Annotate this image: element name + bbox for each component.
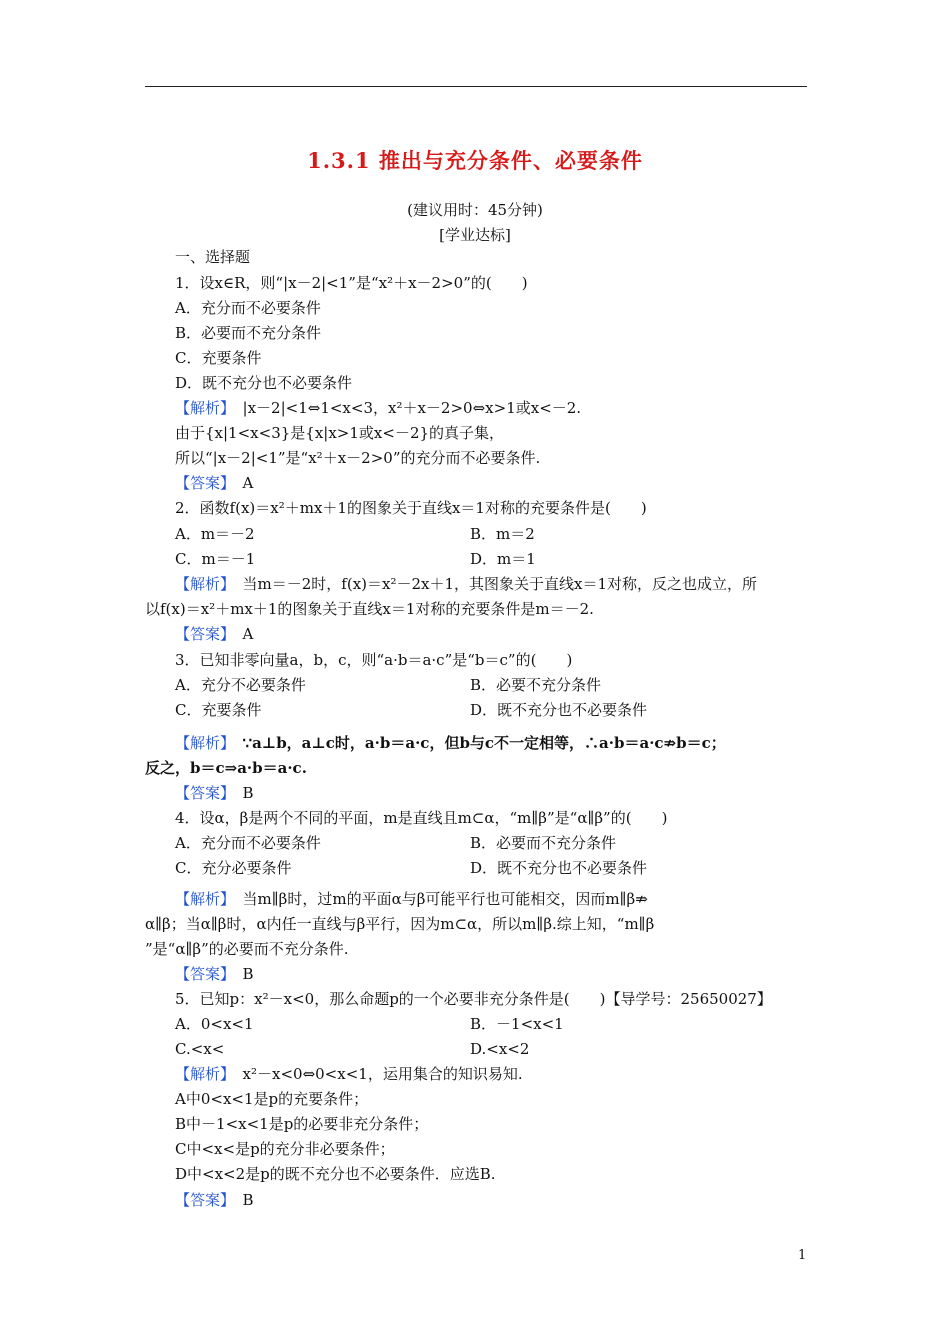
q4-option-c: C．充分必要条件 (175, 859, 292, 877)
level-label: [学业达标] (439, 226, 511, 244)
q5-option-d: D.<x<2 (470, 1040, 530, 1058)
q4-option-a: A．充分而不必要条件 (175, 834, 321, 852)
analysis-tag: 【解析】 (175, 575, 228, 593)
analysis-tag: 【解析】 (175, 399, 228, 417)
q3-option-d: D．既不充分也不必要条件 (470, 701, 648, 719)
q1-option-b: B．必要而不充分条件 (175, 324, 322, 342)
answer-tag: 【答案】 (175, 474, 228, 492)
q2-answer-line: 【答案】 A (175, 625, 254, 643)
q3-option-c: C．充要条件 (175, 701, 262, 719)
q4-stem: 4．设α，β是两个不同的平面，m是直线且m⊂α，“m∥β”是“α∥β”的( ) (175, 809, 668, 827)
q5-option-c: C.<x< (175, 1040, 225, 1058)
q5-option-b: B．－1<x<1 (470, 1015, 564, 1033)
q1-analysis-line: 所以“|x－2|<1”是“x²＋x－2>0”的充分而不必要条件. (175, 449, 541, 467)
q1-analysis-line: 【解析】 |x－2|<1⇔1<x<3，x²＋x－2>0⇔x>1或x<－2. (175, 399, 582, 417)
answer-tag: 【答案】 (175, 965, 228, 983)
answer-tag: 【答案】 (175, 625, 228, 643)
analysis-tag: 【解析】 (175, 890, 228, 908)
time-note: (建议用时：45分钟) (407, 201, 543, 219)
q4-analysis-line: ”是“α∥β”的必要而不充分条件. (145, 940, 349, 958)
q3-stem: 3．已知非零向量a，b，c，则“a·b＝a·c”是“b＝c”的( ) (175, 651, 573, 669)
q5-analysis-line: 【解析】 x²－x<0⇔0<x<1，运用集合的知识易知. (175, 1065, 523, 1083)
q2-option-a: A．m＝－2 (175, 525, 255, 543)
q5-option-a: A．0<x<1 (175, 1015, 254, 1033)
q5-answer-line: 【答案】 B (175, 1191, 254, 1209)
q4-analysis-line: α∥β；当α∥β时，α内任一直线与β平行，因为m⊂α，所以m∥β.综上知，“m∥β (145, 915, 655, 933)
q2-option-b: B．m＝2 (470, 525, 535, 543)
q4-option-b: B．必要而不充分条件 (470, 834, 617, 852)
analysis-tag: 【解析】 (175, 1065, 228, 1083)
q3-option-a: A．充分不必要条件 (175, 676, 306, 694)
q3-analysis-line: 【解析】 ∵a⊥b，a⊥c时，a·b＝a·c，但b与c不一定相等，∴a·b＝a·c⇏b＝c； (175, 734, 726, 752)
answer-tag: 【答案】 (175, 1191, 228, 1209)
q5-analysis-line: A中0<x<1是p的充要条件； (175, 1090, 369, 1108)
q2-analysis-line: 【解析】 当m＝－2时，f(x)＝x²－2x＋1，其图象关于直线x＝1对称，反之也成立，所 (175, 575, 758, 593)
q5-stem: 5．已知p：x²－x<0，那么命题p的一个必要非充分条件是( )【导学号：25650027】 (175, 990, 772, 1008)
q1-analysis-line: 由于{x|1<x<3}是{x|x>1或x<－2}的真子集， (175, 424, 505, 442)
answer-tag: 【答案】 (175, 784, 228, 802)
q1-stem: 1．设x∈R，则“|x－2|<1”是“x²＋x－2>0”的( ) (175, 274, 528, 292)
analysis-tag: 【解析】 (175, 734, 228, 752)
q2-option-c: C．m＝－1 (175, 550, 256, 568)
q3-answer-line: 【答案】 B (175, 784, 254, 802)
q5-analysis-line: D中<x<2是p的既不充分也不必要条件．应选B. (175, 1165, 496, 1183)
q4-option-d: D．既不充分也不必要条件 (470, 859, 648, 877)
section-heading: 一、选择题 (175, 248, 251, 266)
q4-answer-line: 【答案】 B (175, 965, 254, 983)
q3-analysis-line: 反之，b＝c⇒a·b＝a·c. (145, 759, 307, 777)
page-number: 1 (798, 1248, 807, 1263)
q4-analysis-line: 【解析】 当m∥β时，过m的平面α与β可能平行也可能相交，因而m∥β⇏ (175, 890, 648, 908)
q1-answer-line: 【答案】 A (175, 474, 254, 492)
q2-option-d: D．m＝1 (470, 550, 536, 568)
header-rule (145, 86, 807, 87)
q2-stem: 2．函数f(x)＝x²＋mx＋1的图象关于直线x＝1对称的充要条件是( ) (175, 499, 647, 517)
q1-option-d: D．既不充分也不必要条件 (175, 374, 353, 392)
q1-option-a: A．充分而不必要条件 (175, 299, 321, 317)
q3-option-b: B．必要不充分条件 (470, 676, 602, 694)
q5-analysis-line: C中<x<是p的充分非必要条件； (175, 1140, 395, 1158)
q5-analysis-line: B中－1<x<1是p的必要非充分条件； (175, 1115, 429, 1133)
q2-analysis-line: 以f(x)＝x²＋mx＋1的图象关于直线x＝1对称的充要条件是m＝－2. (145, 600, 594, 618)
q1-option-c: C．充要条件 (175, 349, 262, 367)
page-title: 1.3.1 推出与充分条件、必要条件 (307, 148, 643, 173)
